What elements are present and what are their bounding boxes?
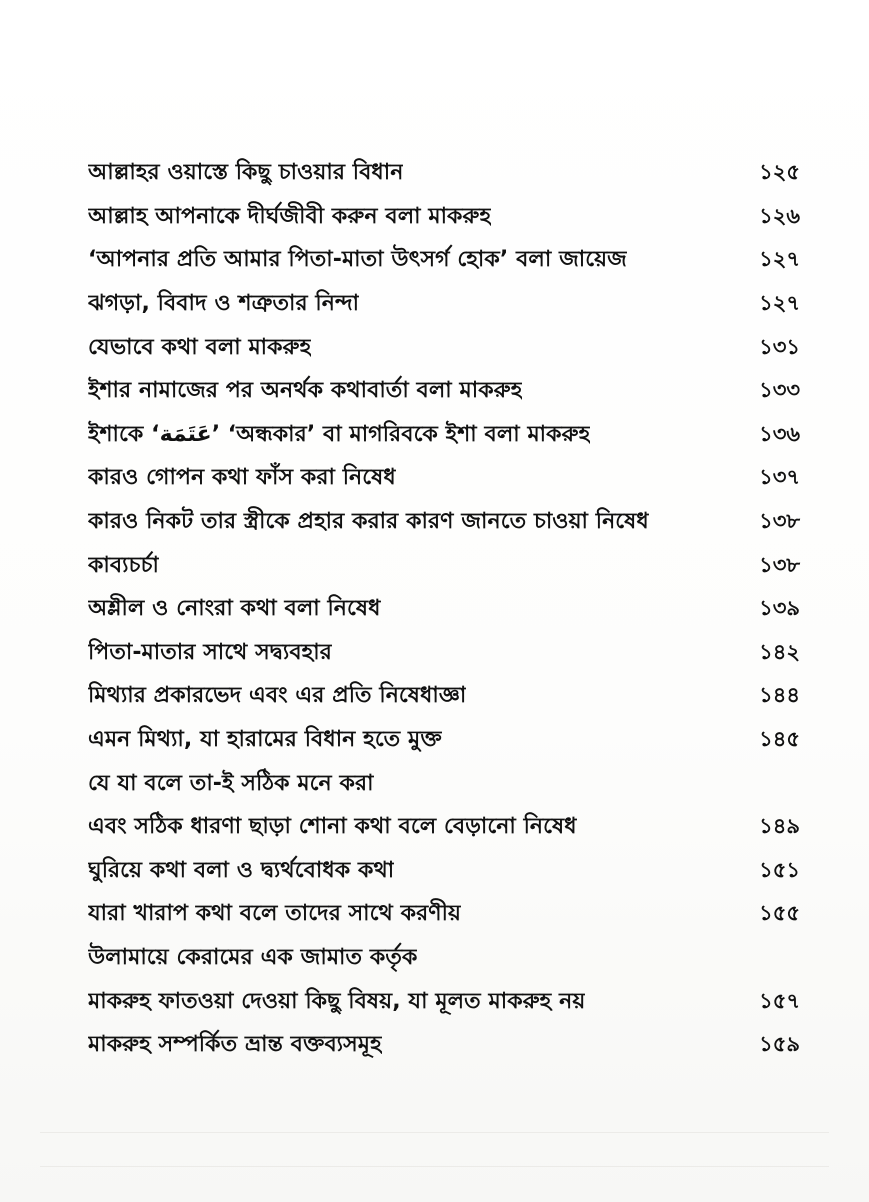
bleed-through-line	[40, 1166, 829, 1167]
toc-entry-title: ইশার নামাজের পর অনর্থক কথাবার্তা বলা মাকরুহ	[88, 378, 523, 404]
toc-row	[88, 326, 800, 370]
toc-entry-title: মাকরুহ সম্পর্কিত ভ্রান্ত বক্তব্যসমূহ	[88, 1032, 382, 1058]
toc-page-number: ১৩৭	[759, 465, 800, 490]
toc-row	[88, 675, 800, 719]
toc-row	[88, 501, 800, 545]
toc-entry-title: উলামায়ে কেরামের এক জামাত কর্তৃক	[88, 944, 418, 970]
toc-entry-title: আল্লাহ আপনাকে দীর্ঘজীবী করুন বলা মাকরুহ	[88, 203, 492, 229]
toc-page-number: ১৫৯	[759, 1032, 800, 1057]
toc-row	[88, 370, 800, 414]
toc-page-number: ১৪৫	[759, 727, 800, 752]
toc-page-number: ১২৬	[759, 203, 800, 228]
toc-row	[88, 632, 800, 676]
toc-entry-title: কাব্যচর্চা	[88, 552, 159, 578]
toc-entry-title: এমন মিথ্যা, যা হারামের বিধান হতে মুক্ত	[88, 727, 442, 753]
toc-page-number: ১৩১	[759, 334, 800, 359]
toc-entry-title: মিথ্যার প্রকারভেদ এবং এর প্রতি নিষেধাজ্ঞা	[88, 683, 467, 709]
toc-entry-title: ‘আপনার প্রতি আমার পিতা-মাতা উৎসর্গ হোক’ বলা জায়েজ	[88, 247, 627, 273]
toc-row	[88, 1024, 800, 1068]
toc-entry-title: এবং সঠিক ধারণা ছাড়া শোনা কথা বলে বেড়ানো নিষেধ	[88, 814, 577, 840]
toc-entry-title: যে যা বলে তা-ই সঠিক মনে করা	[88, 770, 374, 796]
bleed-through-line	[40, 1132, 829, 1133]
toc-page-number: ১৫১	[759, 857, 800, 882]
toc-entry-title: মাকরুহ ফাতওয়া দেওয়া কিছু বিষয়, যা মূলত মাকরুহ নয়	[88, 988, 586, 1014]
toc-entry-title: পিতা-মাতার সাথে সদ্ব্যবহার	[88, 639, 332, 665]
toc-row	[88, 414, 800, 458]
toc-page-number: ১৩৮	[759, 509, 800, 534]
toc-row	[88, 937, 800, 981]
toc-row	[88, 893, 800, 937]
toc-entry-title: ঝগড়া, বিবাদ ও শত্রুতার নিন্দা	[88, 291, 360, 317]
toc-row	[88, 457, 800, 501]
toc-page-number: ১৩৮	[759, 552, 800, 577]
toc-page-number: ১৩৩	[759, 378, 800, 403]
toc-entry-title: কারও গোপন কথা ফাঁস করা নিষেধ	[88, 465, 396, 491]
toc-page-number: ১৫৫	[759, 901, 800, 926]
toc-row	[88, 980, 800, 1024]
toc-entry-title: ইশাকে ‘عَتَمَة’ ‘অন্ধকার’ বা মাগরিবকে ইশা বলা মাকরুহ	[88, 421, 591, 447]
toc-row	[88, 152, 800, 196]
toc-row	[88, 762, 800, 806]
toc-entry-title: যেভাবে কথা বলা মাকরুহ	[88, 334, 312, 360]
toc-entry-title: কারও নিকট তার স্ত্রীকে প্রহার করার কারণ জানতে চাওয়া নিষেধ	[88, 509, 649, 535]
toc-row	[88, 588, 800, 632]
toc-row	[88, 850, 800, 894]
toc-page-number: ১৪৪	[759, 683, 800, 708]
toc-row	[88, 196, 800, 240]
toc-page-number: ১৩৬	[759, 421, 800, 446]
toc-page-number: ১৫৭	[759, 988, 800, 1013]
toc-page-number: ১৩৯	[759, 596, 800, 621]
toc-entry-title: ঘুরিয়ে কথা বলা ও দ্ব্যর্থবোধক কথা	[88, 857, 395, 883]
toc-row	[88, 239, 800, 283]
table-of-contents	[88, 152, 800, 1067]
toc-row	[88, 719, 800, 763]
toc-page-number: ১৪২	[759, 639, 800, 664]
toc-entry-title: আল্লাহর ওয়াস্তে কিছু চাওয়ার বিধান	[88, 160, 404, 186]
toc-row	[88, 283, 800, 327]
toc-entry-title: যারা খারাপ কথা বলে তাদের সাথে করণীয়	[88, 901, 462, 927]
toc-entry-title: অশ্লীল ও নোংরা কথা বলা নিষেধ	[88, 596, 381, 622]
toc-page-number: ১২৭	[759, 247, 800, 272]
toc-row	[88, 544, 800, 588]
toc-page-number: ১৪৯	[759, 814, 800, 839]
toc-page-number: ১২৫	[759, 160, 800, 185]
toc-row	[88, 806, 800, 850]
toc-page-number: ১২৭	[759, 291, 800, 316]
